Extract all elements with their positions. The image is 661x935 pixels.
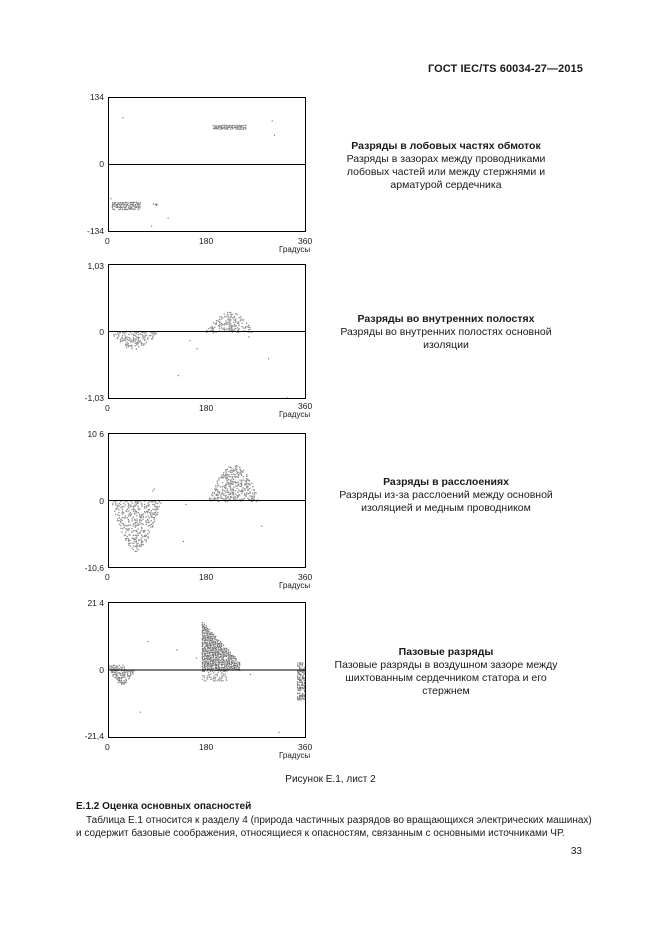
- pd-cluster: [209, 465, 260, 502]
- x-tick-label: 180: [199, 742, 214, 752]
- x-tick-label: 360: [298, 236, 313, 246]
- pd-cluster: [297, 670, 305, 700]
- pd-cluster: [202, 670, 228, 682]
- prpd-plot: [108, 602, 306, 738]
- panel-description: [328, 476, 564, 515]
- panel-text: Разряды во внутренних полостях основной изоляции: [340, 326, 552, 351]
- y-min-label: -1,03: [84, 393, 104, 403]
- x-tick-label: 0: [105, 572, 110, 582]
- section-heading: Е.1.2 Оценка основных опасностей: [76, 801, 252, 812]
- x-tick-label: 0: [105, 403, 110, 413]
- pd-cluster: [112, 202, 141, 210]
- x-axis-unit: Градусы: [279, 245, 311, 254]
- figure-caption: Рисунок Е.1, лист 2: [285, 774, 376, 785]
- y-max-label: 1,03: [87, 261, 104, 271]
- panel-title: Пазовые разряды: [398, 646, 494, 658]
- document-header: ГОСТ IEC/TS 60034-27—2015: [427, 63, 583, 75]
- y-max-label: 134: [89, 92, 104, 102]
- pd-stray-points: [140, 641, 280, 733]
- prpd-plot: [108, 264, 306, 399]
- pd-cluster: [202, 622, 241, 672]
- x-axis-unit: Градусы: [279, 581, 311, 590]
- y-min-label: -10,6: [84, 563, 104, 573]
- y-zero-label: 0: [99, 327, 104, 337]
- y-zero-label: 0: [99, 159, 104, 169]
- panel-description: [328, 646, 564, 698]
- panel-text: Пазовые разряды в воздушном зазоре между шихтованным сердечником статора и его стержнем: [334, 659, 558, 697]
- x-tick-label: 360: [298, 572, 313, 582]
- x-tick-label: 180: [199, 572, 214, 582]
- panel-description: [328, 313, 564, 352]
- pd-cluster: [213, 125, 247, 130]
- x-tick-label: 0: [105, 236, 110, 246]
- x-tick-label: 180: [199, 236, 214, 246]
- panel-title: Разряды во внутренних полостях: [357, 313, 535, 325]
- prpd-scatter: [109, 434, 305, 567]
- pd-cluster: [113, 332, 156, 350]
- pd-stray-points: [110, 117, 275, 227]
- pd-cluster: [112, 501, 162, 552]
- x-tick-label: 360: [298, 742, 313, 752]
- pd-stray-points: [178, 336, 288, 398]
- x-axis-unit: Градусы: [279, 410, 311, 419]
- y-min-label: -21,4: [84, 731, 104, 741]
- prpd-scatter: [109, 603, 305, 737]
- section-paragraph: Таблица Е.1 относится к разделу 4 (природа частичных разрядов во вращающихся электрических машинах) и содержит базовые соображения, относящиеся к опасностям, связанным с основными источниками ЧР.: [76, 815, 592, 839]
- y-max-label: 21 4: [87, 598, 104, 608]
- pd-stray-points: [130, 489, 262, 543]
- prpd-scatter: [109, 265, 305, 398]
- y-zero-label: 0: [99, 496, 104, 506]
- pd-cluster: [206, 312, 252, 334]
- x-tick-label: 0: [105, 742, 110, 752]
- page-number: 33: [570, 846, 582, 857]
- panel-text: Разряды в зазорах между проводниками лобовых частей или между стержнями и арматурой сердечника: [346, 153, 546, 191]
- y-min-label: -134: [86, 226, 104, 236]
- pd-cluster: [153, 203, 158, 206]
- x-tick-label: 180: [199, 403, 214, 413]
- y-zero-label: 0: [99, 665, 104, 675]
- y-max-label: 10 6: [87, 429, 104, 439]
- panel-description: [328, 140, 564, 192]
- prpd-scatter: [109, 98, 305, 231]
- x-tick-label: 360: [298, 401, 313, 411]
- panel-text: Разряды из-за расслоений между основной изоляцией и медным проводником: [339, 489, 553, 514]
- pd-cluster: [111, 670, 135, 685]
- x-axis-unit: Градусы: [279, 751, 311, 760]
- panel-title: Разряды в лобовых частях обмоток: [351, 140, 541, 152]
- prpd-plot: [108, 433, 306, 568]
- prpd-plot: [108, 97, 306, 232]
- panel-title: Разряды в расслоениях: [383, 476, 509, 488]
